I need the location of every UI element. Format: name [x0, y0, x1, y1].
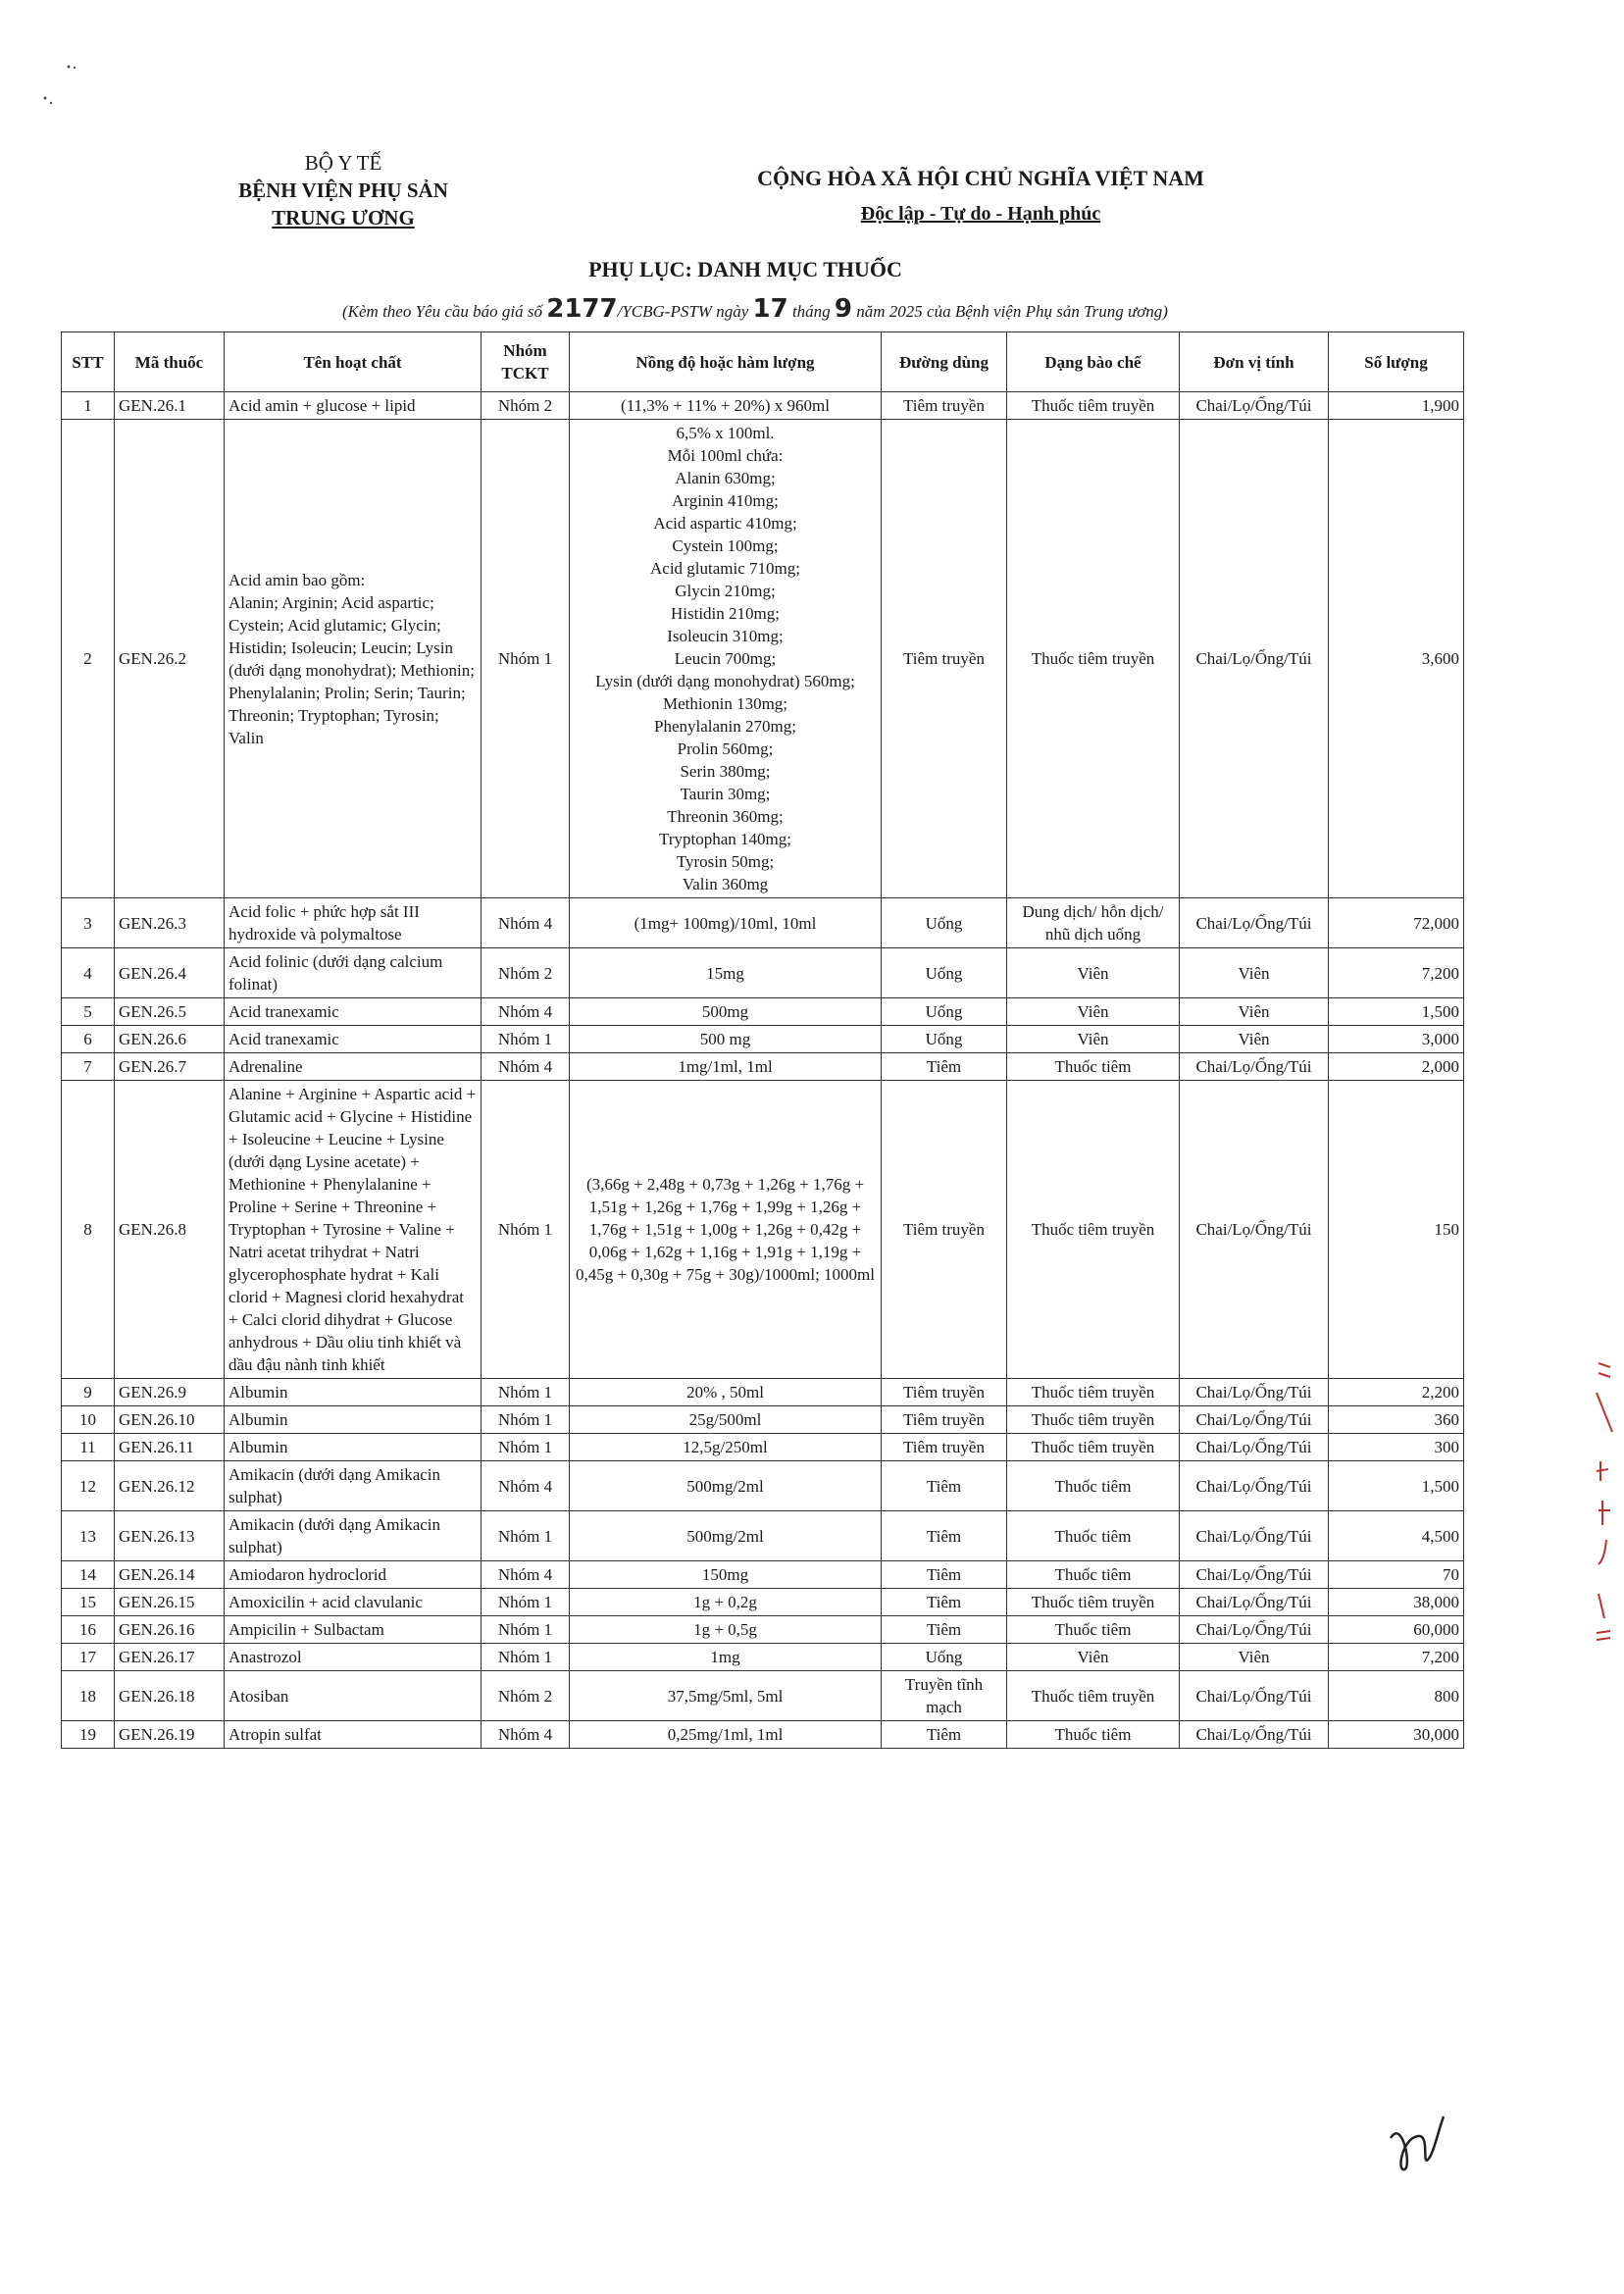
header-group: Nhóm TCKT [482, 332, 570, 392]
row-conc: 500mg/2ml [570, 1511, 882, 1561]
row-code: GEN.26.6 [115, 1026, 225, 1053]
handwritten-doc-number: 2177 [546, 294, 618, 324]
row-stt: 3 [62, 898, 115, 948]
row-stt: 9 [62, 1379, 115, 1406]
row-conc: 1mg/1ml, 1ml [570, 1053, 882, 1081]
row-unit: Chai/Lọ/Ống/Túi [1180, 1053, 1329, 1081]
row-form: Thuốc tiêm [1007, 1721, 1180, 1749]
row-stt: 12 [62, 1461, 115, 1511]
row-form: Thuốc tiêm [1007, 1511, 1180, 1561]
row-code: GEN.26.5 [115, 998, 225, 1026]
row-unit: Chai/Lọ/Ống/Túi [1180, 1721, 1329, 1749]
row-unit: Chai/Lọ/Ống/Túi [1180, 1081, 1329, 1379]
row-group: Nhóm 2 [482, 392, 570, 420]
row-form: Thuốc tiêm truyền [1007, 392, 1180, 420]
row-stt: 13 [62, 1511, 115, 1561]
row-code: GEN.26.14 [115, 1561, 225, 1589]
table-row [62, 392, 1464, 420]
row-route: Truyền tĩnh mạch [882, 1671, 1007, 1721]
row-form: Viên [1007, 1644, 1180, 1671]
row-qty: 1,900 [1329, 392, 1464, 420]
row-code: GEN.26.10 [115, 1406, 225, 1434]
row-form: Thuốc tiêm [1007, 1053, 1180, 1081]
row-conc: 0,25mg/1ml, 1ml [570, 1721, 882, 1749]
row-qty: 30,000 [1329, 1721, 1464, 1749]
row-stt: 7 [62, 1053, 115, 1081]
row-group: Nhóm 4 [482, 1721, 570, 1749]
table-row [62, 1461, 1464, 1511]
handwritten-day: 17 [752, 294, 788, 324]
row-route: Uống [882, 998, 1007, 1026]
table-row [62, 1561, 1464, 1589]
header-stt: STT [62, 332, 115, 392]
table-row [62, 420, 1464, 898]
row-route: Tiêm [882, 1589, 1007, 1616]
row-unit: Chai/Lọ/Ống/Túi [1180, 420, 1329, 898]
table-row [62, 1671, 1464, 1721]
row-stt: 16 [62, 1616, 115, 1644]
scan-specks [39, 59, 78, 108]
row-qty: 1,500 [1329, 1461, 1464, 1511]
row-qty: 70 [1329, 1561, 1464, 1589]
row-form: Viên [1007, 998, 1180, 1026]
nation-name: CỘNG HÒA XÃ HỘI CHỦ NGHĨA VIỆT NAM [757, 166, 1204, 190]
row-conc: 1g + 0,2g [570, 1589, 882, 1616]
row-unit: Chai/Lọ/Ống/Túi [1180, 1379, 1329, 1406]
row-qty: 3,000 [1329, 1026, 1464, 1053]
header-code: Mã thuốc [115, 332, 225, 392]
signature-icon [1383, 2109, 1461, 2177]
row-name: Albumin [225, 1379, 482, 1406]
row-code: GEN.26.18 [115, 1671, 225, 1721]
table-row [62, 1644, 1464, 1671]
row-unit: Chai/Lọ/Ống/Túi [1180, 1461, 1329, 1511]
row-name: Acid folic + phức hợp sắt III hydroxide và polymaltose [225, 898, 482, 948]
row-qty: 60,000 [1329, 1616, 1464, 1644]
row-group: Nhóm 1 [482, 420, 570, 898]
document-subtitle [216, 294, 1294, 324]
row-unit: Viên [1180, 948, 1329, 998]
row-stt: 15 [62, 1589, 115, 1616]
row-conc: 500mg [570, 998, 882, 1026]
row-name: Amoxicilin + acid clavulanic [225, 1589, 482, 1616]
row-group: Nhóm 1 [482, 1406, 570, 1434]
row-stt: 8 [62, 1081, 115, 1379]
row-route: Tiêm [882, 1616, 1007, 1644]
row-unit: Chai/Lọ/Ống/Túi [1180, 1616, 1329, 1644]
national-motto: Độc lập - Tự do - Hạnh phúc [860, 203, 1101, 225]
row-conc: 1g + 0,5g [570, 1616, 882, 1644]
row-form: Thuốc tiêm truyền [1007, 1589, 1180, 1616]
row-group: Nhóm 4 [482, 1461, 570, 1511]
row-qty: 800 [1329, 1671, 1464, 1721]
row-name: Amikacin (dưới dạng Amikacin sulphat) [225, 1511, 482, 1561]
row-conc: 150mg [570, 1561, 882, 1589]
row-code: GEN.26.7 [115, 1053, 225, 1081]
row-route: Tiêm truyền [882, 1081, 1007, 1379]
header-qty: Số lượng [1329, 332, 1464, 392]
row-stt: 4 [62, 948, 115, 998]
row-unit: Chai/Lọ/Ống/Túi [1180, 1406, 1329, 1434]
row-unit: Chai/Lọ/Ống/Túi [1180, 1434, 1329, 1461]
hospital-name-line2: TRUNG ƯƠNG [272, 206, 415, 229]
row-route: Uống [882, 898, 1007, 948]
row-unit: Chai/Lọ/Ống/Túi [1180, 392, 1329, 420]
row-unit: Chai/Lọ/Ống/Túi [1180, 1671, 1329, 1721]
ministry-name: BỘ Y TẾ [304, 151, 382, 175]
row-stt: 18 [62, 1671, 115, 1721]
row-stt: 2 [62, 420, 115, 898]
margin-stamp-marks [1589, 1353, 1618, 1648]
row-conc: 20% , 50ml [570, 1379, 882, 1406]
row-name: Albumin [225, 1406, 482, 1434]
row-name: Albumin [225, 1434, 482, 1461]
row-unit: Viên [1180, 1026, 1329, 1053]
row-form: Viên [1007, 1026, 1180, 1053]
table-row [62, 998, 1464, 1026]
row-group: Nhóm 1 [482, 1081, 570, 1379]
row-conc: 1mg [570, 1644, 882, 1671]
row-code: GEN.26.15 [115, 1589, 225, 1616]
row-group: Nhóm 2 [482, 1671, 570, 1721]
row-stt: 14 [62, 1561, 115, 1589]
header-route: Đường dùng [882, 332, 1007, 392]
table-body [62, 392, 1464, 1749]
row-conc: 15mg [570, 948, 882, 998]
row-unit: Chai/Lọ/Ống/Túi [1180, 1561, 1329, 1589]
row-name: Ampicilin + Sulbactam [225, 1616, 482, 1644]
subtitle-part1: (Kèm theo Yêu cầu báo giá số [342, 302, 542, 321]
row-qty: 360 [1329, 1406, 1464, 1434]
row-group: Nhóm 1 [482, 1616, 570, 1644]
table-row [62, 1721, 1464, 1749]
row-code: GEN.26.13 [115, 1511, 225, 1561]
row-group: Nhóm 1 [482, 1644, 570, 1671]
row-qty: 300 [1329, 1434, 1464, 1461]
row-group: Nhóm 2 [482, 948, 570, 998]
row-form: Thuốc tiêm [1007, 1461, 1180, 1511]
row-qty: 1,500 [1329, 998, 1464, 1026]
row-stt: 6 [62, 1026, 115, 1053]
table-row [62, 1616, 1464, 1644]
row-route: Uống [882, 948, 1007, 998]
row-qty: 72,000 [1329, 898, 1464, 948]
row-conc: 500 mg [570, 1026, 882, 1053]
row-group: Nhóm 4 [482, 1561, 570, 1589]
row-form: Thuốc tiêm truyền [1007, 1081, 1180, 1379]
row-group: Nhóm 1 [482, 1379, 570, 1406]
table-header-row [62, 332, 1464, 392]
row-qty: 4,500 [1329, 1511, 1464, 1561]
table-row [62, 1053, 1464, 1081]
row-route: Tiêm [882, 1461, 1007, 1511]
row-code: GEN.26.8 [115, 1081, 225, 1379]
row-name: Amiodaron hydroclorid [225, 1561, 482, 1589]
row-code: GEN.26.4 [115, 948, 225, 998]
table-row [62, 1379, 1464, 1406]
handwritten-month: 9 [834, 294, 853, 324]
row-name: Anastrozol [225, 1644, 482, 1671]
row-stt: 17 [62, 1644, 115, 1671]
row-conc: (1mg+ 100mg)/10ml, 10ml [570, 898, 882, 948]
table-row [62, 1511, 1464, 1561]
subtitle-part4: năm 2025 của Bệnh viện Phụ sản Trung ương) [856, 302, 1168, 321]
table-row [62, 898, 1464, 948]
row-code: GEN.26.16 [115, 1616, 225, 1644]
row-name: Acid amin + glucose + lipid [225, 392, 482, 420]
row-name: Atropin sulfat [225, 1721, 482, 1749]
row-qty: 38,000 [1329, 1589, 1464, 1616]
row-conc: 500mg/2ml [570, 1461, 882, 1511]
row-stt: 11 [62, 1434, 115, 1461]
header-name: Tên hoạt chất [225, 332, 482, 392]
drug-list-table [61, 331, 1464, 1749]
row-conc: 37,5mg/5ml, 5ml [570, 1671, 882, 1721]
row-code: GEN.26.19 [115, 1721, 225, 1749]
issuing-organization [186, 149, 500, 231]
row-name: Acid tranexamic [225, 998, 482, 1026]
row-unit: Viên [1180, 1644, 1329, 1671]
header-unit: Đơn vị tính [1180, 332, 1329, 392]
subtitle-part3: tháng [791, 302, 831, 321]
row-code: GEN.26.17 [115, 1644, 225, 1671]
row-route: Uống [882, 1644, 1007, 1671]
row-name: Amikacin (dưới dạng Amikacin sulphat) [225, 1461, 482, 1511]
row-group: Nhóm 4 [482, 1053, 570, 1081]
row-route: Tiêm [882, 1721, 1007, 1749]
row-qty: 150 [1329, 1081, 1464, 1379]
row-unit: Viên [1180, 998, 1329, 1026]
row-route: Tiêm truyền [882, 392, 1007, 420]
row-route: Tiêm truyền [882, 1379, 1007, 1406]
row-unit: Chai/Lọ/Ống/Túi [1180, 1589, 1329, 1616]
row-form: Viên [1007, 948, 1180, 998]
row-form: Thuốc tiêm truyền [1007, 1406, 1180, 1434]
row-stt: 1 [62, 392, 115, 420]
row-stt: 19 [62, 1721, 115, 1749]
row-conc: 12,5g/250ml [570, 1434, 882, 1461]
row-form: Thuốc tiêm truyền [1007, 1671, 1180, 1721]
header-conc: Nồng độ hoặc hàm lượng [570, 332, 882, 392]
row-stt: 5 [62, 998, 115, 1026]
row-qty: 2,200 [1329, 1379, 1464, 1406]
row-code: GEN.26.9 [115, 1379, 225, 1406]
row-form: Dung dịch/ hỗn dịch/ nhũ dịch uống [1007, 898, 1180, 948]
row-name: Acid folinic (dưới dạng calcium folinat) [225, 948, 482, 998]
row-form: Thuốc tiêm truyền [1007, 420, 1180, 898]
row-name: Alanine + Arginine + Aspartic acid + Glutamic acid + Glycine + Histidine + Isoleucine + Leucine + Lysine (dưới dạng Lysine acetate) + Methionine + Phenylalanine + Proline + Serine + Threonine + Tryptophan + Tyrosine + Valine + Natri acetat trihydrat + Natri glycerophosphate hydrat + Kali clorid + Magnesi clorid hexahydrat + Calci clorid dihydrat + Glucose anhydrous + Dầu oliu tinh khiết và dầu đậu nành tinh khiết [225, 1081, 482, 1379]
table-row [62, 1434, 1464, 1461]
row-group: Nhóm 4 [482, 998, 570, 1026]
row-route: Tiêm truyền [882, 1434, 1007, 1461]
subtitle-part2: /YCBG-PSTW ngày [617, 302, 749, 321]
row-form: Thuốc tiêm truyền [1007, 1434, 1180, 1461]
table-row [62, 1026, 1464, 1053]
row-name: Acid amin bao gồm: Alanin; Arginin; Acid aspartic; Cystein; Acid glutamic; Glycin; Histidin; Isoleucin; Leucin; Lysin (dưới dạng monohydrat); Methionin; Phenylalanin; Prolin; Serin; Taurin; Threonin; Tryptophan; Tyrosin; Valin [225, 420, 482, 898]
row-unit: Chai/Lọ/Ống/Túi [1180, 898, 1329, 948]
row-route: Uống [882, 1026, 1007, 1053]
document-title: PHỤ LỤC: DANH MỤC THUỐC [588, 257, 902, 281]
row-route: Tiêm [882, 1511, 1007, 1561]
row-conc: (3,66g + 2,48g + 0,73g + 1,26g + 1,76g + 1,51g + 1,26g + 1,76g + 1,99g + 1,26g + 1,76g + 1,51g + 1,00g + 1,26g + 0,42g + 0,06g + 1,62g + 1,16g + 1,91g + 1,19g + 0,45g + 0,30g + 75g + 30g)/1000ml; 1000ml [570, 1081, 882, 1379]
row-name: Acid tranexamic [225, 1026, 482, 1053]
row-route: Tiêm [882, 1561, 1007, 1589]
row-form: Thuốc tiêm [1007, 1561, 1180, 1589]
row-group: Nhóm 1 [482, 1434, 570, 1461]
row-name: Atosiban [225, 1671, 482, 1721]
row-form: Thuốc tiêm [1007, 1616, 1180, 1644]
header-form: Dạng bào chế [1007, 332, 1180, 392]
row-code: GEN.26.1 [115, 392, 225, 420]
row-code: GEN.26.12 [115, 1461, 225, 1511]
table-row [62, 1081, 1464, 1379]
table-row [62, 948, 1464, 998]
row-code: GEN.26.2 [115, 420, 225, 898]
row-qty: 2,000 [1329, 1053, 1464, 1081]
row-conc: 25g/500ml [570, 1406, 882, 1434]
row-form: Thuốc tiêm truyền [1007, 1379, 1180, 1406]
row-route: Tiêm truyền [882, 1406, 1007, 1434]
row-unit: Chai/Lọ/Ống/Túi [1180, 1511, 1329, 1561]
row-name: Adrenaline [225, 1053, 482, 1081]
row-group: Nhóm 4 [482, 898, 570, 948]
row-group: Nhóm 1 [482, 1026, 570, 1053]
row-route: Tiêm [882, 1053, 1007, 1081]
row-group: Nhóm 1 [482, 1589, 570, 1616]
national-header [706, 161, 1255, 231]
row-qty: 7,200 [1329, 1644, 1464, 1671]
table-row [62, 1589, 1464, 1616]
row-conc: 6,5% x 100ml. Mỗi 100ml chứa: Alanin 630mg; Arginin 410mg; Acid aspartic 410mg; Cystein 100mg; Acid glutamic 710mg; Glycin 210mg; Histidin 210mg; Isoleucin 310mg; Leucin 700mg; Lysin (dưới dạng monohydrat) 560mg; Methionin 130mg; Phenylalanin 270mg; Prolin 560mg; Serin 380mg; Taurin 30mg; Threonin 360mg; Tryptophan 140mg; Tyrosin 50mg; Valin 360mg [570, 420, 882, 898]
hospital-name-line1: BỆNH VIỆN PHỤ SẢN [238, 178, 448, 202]
row-qty: 7,200 [1329, 948, 1464, 998]
row-code: GEN.26.3 [115, 898, 225, 948]
row-stt: 10 [62, 1406, 115, 1434]
row-group: Nhóm 1 [482, 1511, 570, 1561]
row-route: Tiêm truyền [882, 420, 1007, 898]
row-conc: (11,3% + 11% + 20%) x 960ml [570, 392, 882, 420]
row-code: GEN.26.11 [115, 1434, 225, 1461]
row-qty: 3,600 [1329, 420, 1464, 898]
table-row [62, 1406, 1464, 1434]
